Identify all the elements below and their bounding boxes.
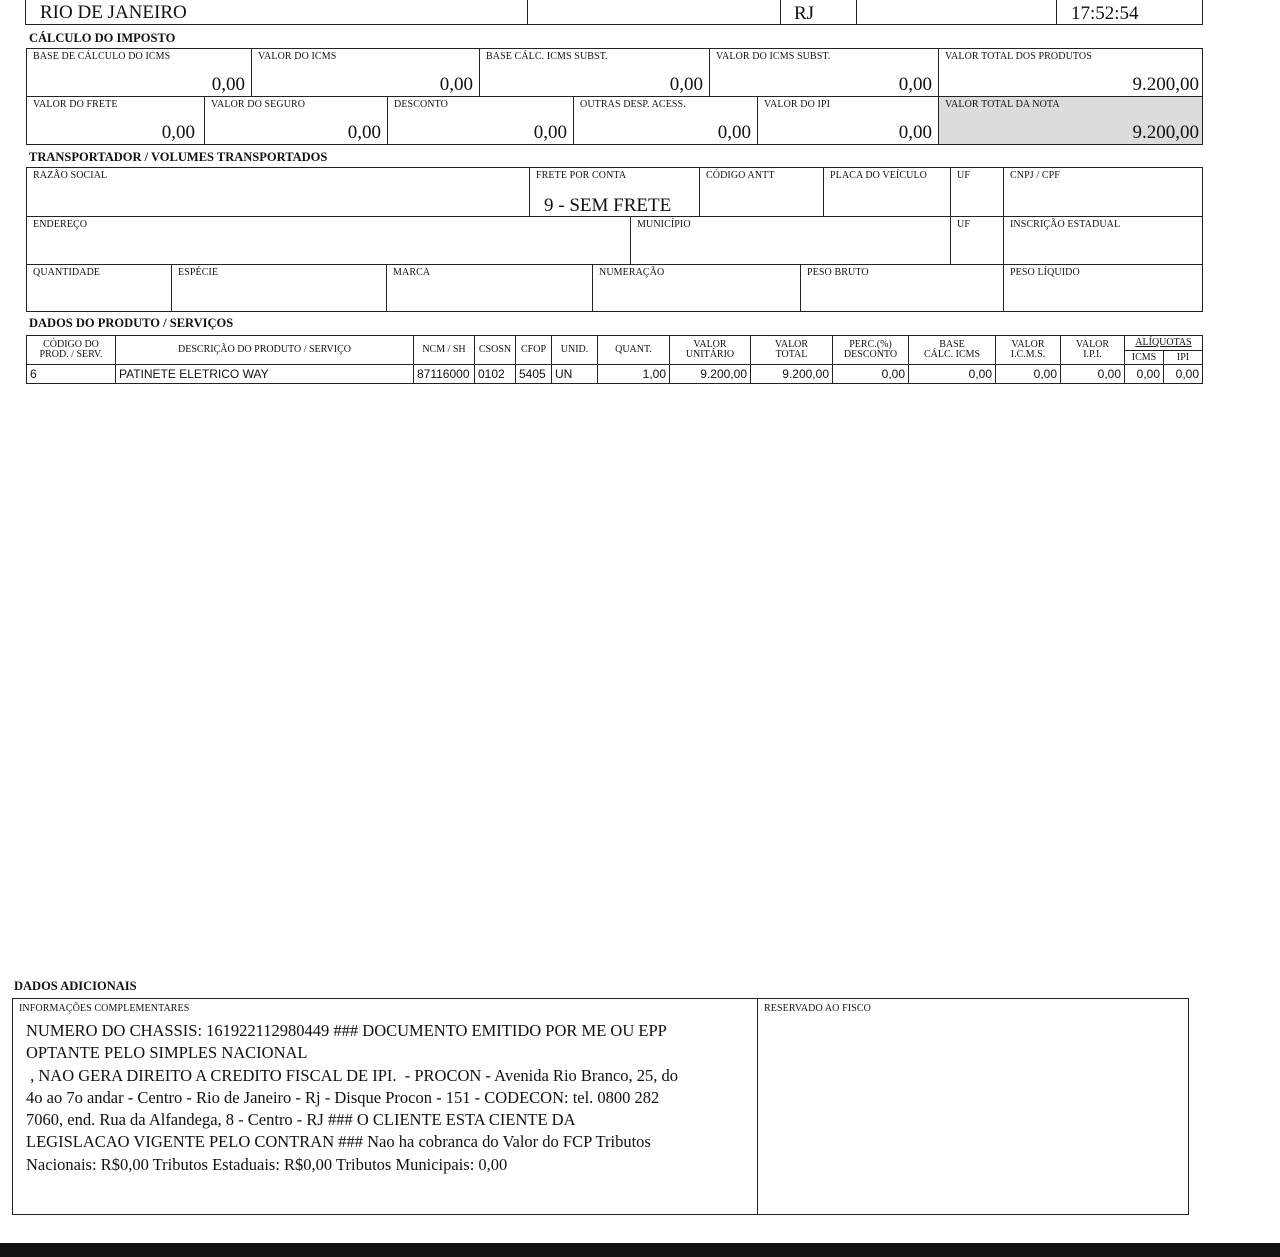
calc-label: BASE DE CÁLCULO DO ICMS (33, 51, 171, 62)
reservado-ao-fisco (757, 998, 1189, 1215)
col-header-ncm (413, 335, 475, 365)
transp-municipio (630, 216, 951, 265)
col-header-text: QUANT. (615, 344, 652, 355)
col-header-valor-icms (995, 335, 1061, 365)
transportador-title: TRANSPORTADOR / VOLUMES TRANSPORTADOS (29, 150, 328, 164)
adicionais-title: DADOS ADICIONAIS (14, 979, 137, 993)
calc-valor-icms-subst (709, 48, 939, 97)
col-header-unid (551, 335, 598, 365)
cell-perc-desconto: 0,00 (832, 364, 909, 384)
col-header-valor-ipi (1060, 335, 1125, 365)
calc-label: VALOR DO SEGURO (211, 99, 306, 110)
info-text (26, 1020, 678, 1176)
transp-label: RAZÃO SOCIAL (33, 170, 108, 181)
col-header-text: IPI (1176, 351, 1190, 363)
top-row-divider-2 (780, 0, 781, 25)
col-header-csosn (474, 335, 516, 365)
col-header-text: NCM / SH (422, 344, 466, 355)
info-label: INFORMAÇÕES COMPLEMENTARES (19, 1003, 190, 1014)
transp-label: CÓDIGO ANTT (706, 170, 775, 181)
col-header-descricao (115, 335, 414, 365)
calc-label: BASE CÁLC. ICMS SUBST. (486, 51, 608, 62)
transp-label: QUANTIDADE (33, 267, 101, 278)
calc-valor-seguro (204, 96, 388, 145)
top-row (25, 0, 1203, 25)
calc-outras-desp (573, 96, 758, 145)
transp-label: FRETE POR CONTA (536, 170, 627, 181)
transp-quantidade (26, 264, 172, 312)
col-header-text: CÓDIGO DO (43, 339, 99, 350)
info-line: 7060, end. Rua da Alfandega, 8 - Centro - RJ ### O CLIENTE ESTA CIENTE DA (26, 1110, 576, 1130)
calc-valor-frete (26, 96, 205, 145)
transp-marca (386, 264, 593, 312)
cell-unid: UN (551, 364, 598, 384)
cell-csosn: 0102 (474, 364, 516, 384)
cell-codigo: 6 (26, 364, 116, 384)
col-header-text: VALOR (1075, 339, 1110, 350)
col-header-valor-total (750, 335, 833, 365)
cell-aliq-ipi: 0,00 (1163, 364, 1203, 384)
uf-value: RJ (794, 3, 815, 24)
transp-uf (950, 167, 1004, 217)
transp-label: INSCRIÇÃO ESTADUAL (1010, 219, 1121, 230)
info-line: Nacionais: R$0,00 Tributos Estaduais: R$0,00 Tributos Municipais: 0,00 (26, 1154, 508, 1174)
col-header-text: CFOP (520, 344, 546, 355)
col-header-text: VALOR (1011, 339, 1045, 350)
col-header-text: I.C.M.S. (1010, 349, 1046, 360)
cell-descricao: PATINETE ELETRICO WAY (115, 364, 414, 384)
col-header-text: DESCRIÇÃO DO PRODUTO / SERVIÇO (178, 344, 351, 355)
calc-label: VALOR DO ICMS SUBST. (716, 51, 831, 62)
info-line: LEGISLACAO VIGENTE PELO CONTRAN ### Nao ha cobranca do Valor do FCP Tributos (26, 1132, 651, 1152)
transp-uf-2 (950, 216, 1004, 265)
col-header-base-calc-icms (908, 335, 996, 365)
top-row-divider-4 (1056, 0, 1057, 25)
transp-label: MARCA (393, 267, 431, 278)
transp-label: PESO LÍQUIDO (1010, 267, 1080, 278)
transp-frete-por-conta (529, 167, 700, 217)
col-header-cfop (515, 335, 552, 365)
col-header-aliq-ipi (1163, 350, 1203, 365)
transp-endereco (26, 216, 631, 265)
top-row-divider-3 (856, 0, 857, 25)
calc-label: VALOR TOTAL DOS PRODUTOS (945, 51, 1092, 62)
col-header-text: UNID. (560, 344, 589, 355)
calculo-title: CÁLCULO DO IMPOSTO (29, 31, 176, 45)
info-line: 4o ao 7o andar - Centro - Rio de Janeiro - Rj - Disque Procon - 151 - CODECON: tel. 0800 282 (26, 1087, 660, 1107)
col-header-text: CSOSN (478, 344, 512, 355)
calc-value: 0,00 (161, 122, 195, 143)
cell-valor-total: 9.200,00 (750, 364, 833, 384)
municipio-value: RIO DE JANEIRO (40, 2, 187, 23)
col-header-valor-unitario (669, 335, 751, 365)
transp-peso-bruto (800, 264, 1004, 312)
calc-label: VALOR DO FRETE (33, 99, 118, 110)
calc-valor-total-produtos (938, 48, 1203, 97)
calc-value: 0,00 (717, 122, 751, 143)
transp-label: UF (957, 219, 970, 230)
col-header-text: TOTAL (775, 349, 808, 360)
info-line: NUMERO DO CHASSIS: 161922112980449 ### DOCUMENTO EMITIDO POR ME OU EPP (26, 1021, 667, 1040)
calc-value: 0,00 (669, 74, 703, 95)
cell-quant: 1,00 (597, 364, 670, 384)
calc-value: 0,00 (898, 122, 932, 143)
calc-value: 9.200,00 (1132, 74, 1199, 95)
calc-value: 0,00 (347, 122, 381, 143)
col-header-quant (597, 335, 670, 365)
col-header-text: VALOR (693, 339, 727, 350)
calc-base-icms (26, 48, 252, 97)
transp-cnpj-cpf (1003, 167, 1203, 217)
col-header-perc-desconto (832, 335, 909, 365)
transp-numeracao (592, 264, 801, 312)
col-header-aliq-icms (1124, 350, 1164, 365)
calc-valor-total-nota (938, 96, 1203, 145)
top-row-divider-1 (527, 0, 528, 25)
transp-especie (171, 264, 387, 312)
col-header-text: VALOR (774, 339, 809, 350)
fisco-label: RESERVADO AO FISCO (764, 1003, 871, 1014)
cell-valor-unitario: 9.200,00 (669, 364, 751, 384)
transp-label: PLACA DO VEÍCULO (830, 170, 927, 181)
calc-label: VALOR DO ICMS (258, 51, 337, 62)
calc-base-icms-subst (479, 48, 710, 97)
transp-label: NUMERAÇÃO (599, 267, 665, 278)
info-line: , NAO GERA DIREITO A CREDITO FISCAL DE IPI. - PROCON - Avenida Rio Branco, 25, do (26, 1065, 679, 1085)
transp-peso-liquido (1003, 264, 1203, 312)
cell-aliq-icms: 0,00 (1124, 364, 1164, 384)
cell-valor-icms: 0,00 (995, 364, 1061, 384)
col-header-text: PROD. / SERV. (39, 349, 103, 360)
col-header-text: CÁLC. ICMS (923, 349, 981, 360)
info-line: OPTANTE PELO SIMPLES NACIONAL (26, 1043, 308, 1063)
transp-codigo-antt (699, 167, 824, 217)
cell-cfop: 5405 (515, 364, 552, 384)
cell-base-calc-icms: 0,00 (908, 364, 996, 384)
col-header-text: BASE (939, 339, 965, 350)
transp-razao-social (26, 167, 530, 217)
calc-value: 0,00 (533, 122, 567, 143)
hora-value: 17:52:54 (1071, 3, 1139, 24)
informacoes-complementares (12, 998, 758, 1215)
calc-value: 0,00 (211, 74, 245, 95)
calc-valor-icms (251, 48, 480, 97)
calc-label: OUTRAS DESP. ACESS. (580, 99, 686, 110)
calc-desconto (387, 96, 574, 145)
transp-placa-veiculo (823, 167, 951, 217)
transp-label: PESO BRUTO (807, 267, 869, 278)
transp-label: UF (957, 170, 970, 181)
bottom-edge-bar (0, 1243, 1280, 1257)
transp-label: CNPJ / CPF (1010, 170, 1060, 181)
col-header-text: I.P.I. (1083, 349, 1102, 360)
transp-inscricao-estadual (1003, 216, 1203, 265)
calc-label: DESCONTO (394, 99, 448, 110)
calc-label: VALOR TOTAL DA NOTA (945, 99, 1060, 110)
col-header-text: DESCONTO (843, 349, 898, 360)
col-header-text: ALÍQUOTAS (1135, 337, 1192, 348)
col-header-text: ICMS (1131, 351, 1157, 363)
calc-value: 9.200,00 (1132, 122, 1199, 143)
col-header-text: UNITÁRIO (685, 349, 735, 360)
cell-ncm: 87116000 (413, 364, 475, 384)
produtos-title: DADOS DO PRODUTO / SERVIÇOS (29, 316, 234, 330)
calc-value: 0,00 (439, 74, 473, 95)
transp-label: ENDEREÇO (33, 219, 88, 230)
calc-valor-ipi (757, 96, 939, 145)
transp-label: MUNICÍPIO (637, 219, 691, 230)
calc-label: VALOR DO IPI (764, 99, 831, 110)
col-header-codigo (26, 335, 116, 365)
col-header-text: PERC.(%) (849, 339, 892, 350)
frete-por-conta-value: 9 - SEM FRETE (544, 195, 672, 216)
calc-value: 0,00 (898, 74, 932, 95)
col-header-aliquotas (1124, 335, 1203, 351)
cell-valor-ipi: 0,00 (1060, 364, 1125, 384)
transp-label: ESPÉCIE (178, 267, 219, 278)
